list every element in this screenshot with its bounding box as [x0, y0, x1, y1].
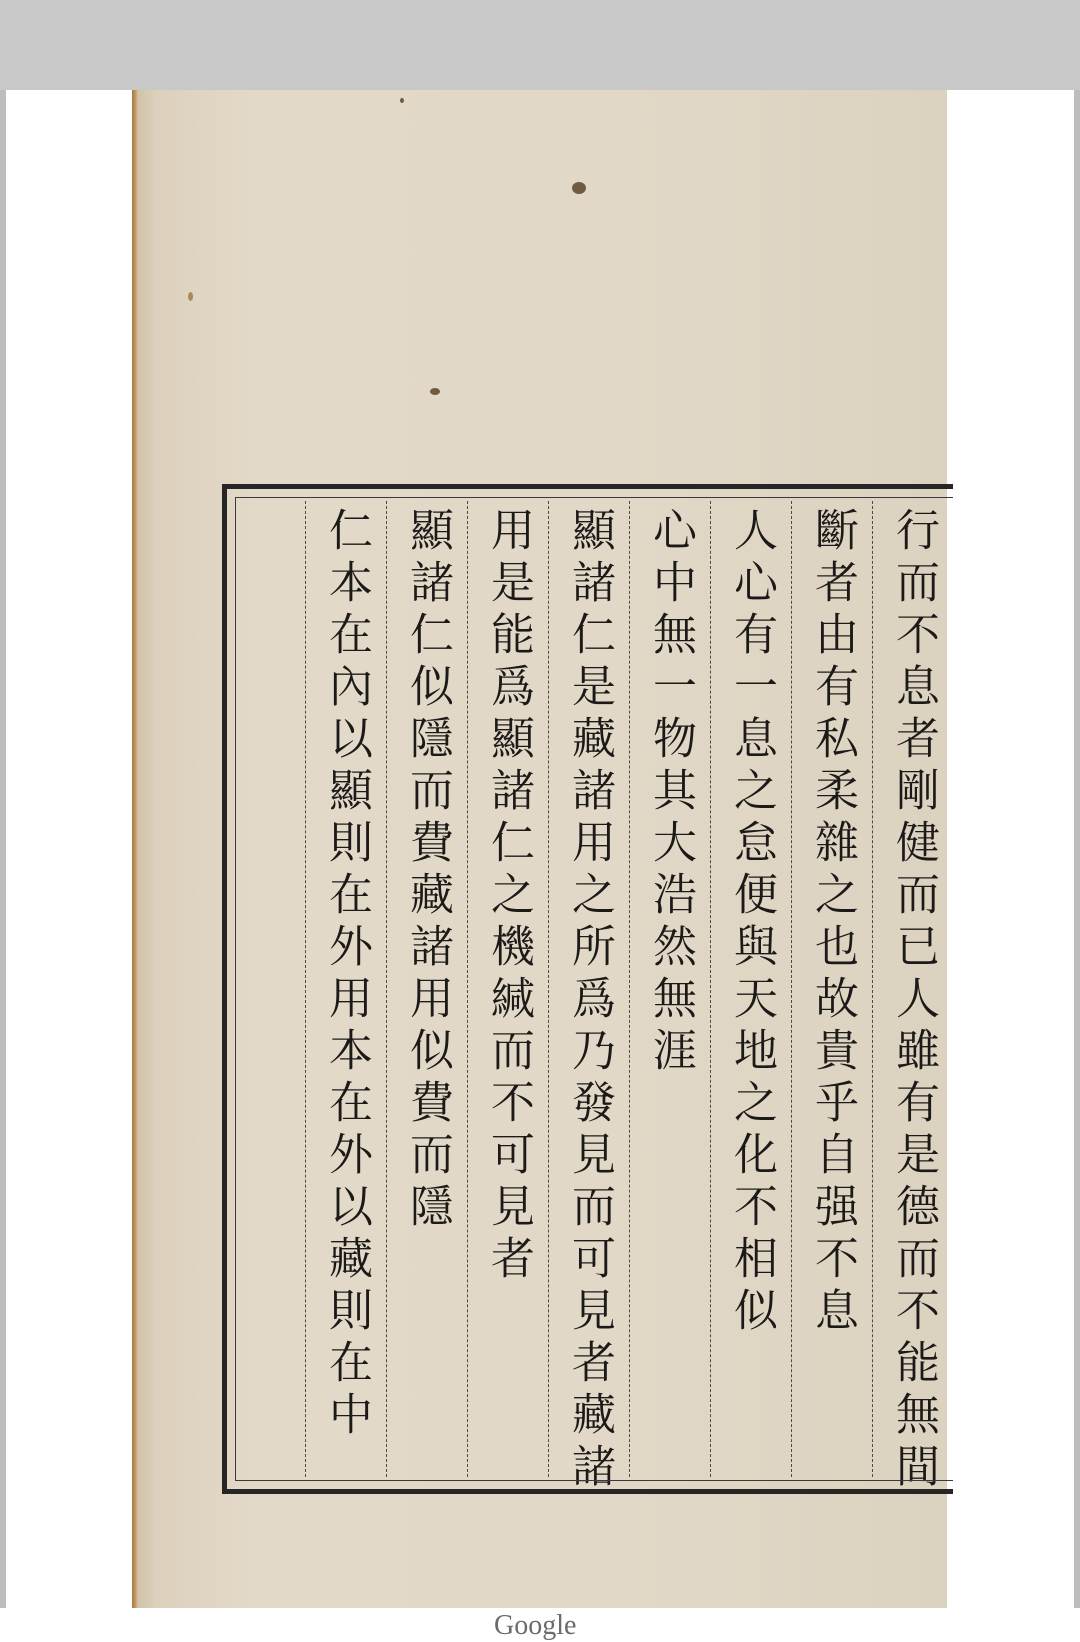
text-column [386, 501, 467, 1477]
paper-spot [572, 182, 586, 194]
viewer-frame-left [0, 90, 6, 1608]
column-text: 行而不息者剛健而已人雖有是德而不能無間 [888, 507, 939, 1495]
text-column [629, 501, 710, 1477]
text-column [791, 501, 872, 1477]
column-text: 人心有一息之怠便與天地之化不相似 [726, 507, 777, 1339]
paper-spot [400, 98, 404, 103]
column-text: 顯諸仁是藏諸用之所爲乃發見而可見者藏諸 [564, 507, 615, 1495]
text-column [467, 501, 548, 1477]
paper-spot [430, 388, 440, 395]
column-text: 仁本在內以顯則在外用本在外以藏則在中 [321, 507, 372, 1443]
page-binding-edge [132, 90, 138, 1608]
google-watermark: Google [494, 1610, 577, 1641]
column-text: 用是能爲顯諸仁之機緘而不可見者 [483, 507, 534, 1287]
printed-text-frame [222, 484, 953, 1494]
text-columns [235, 501, 953, 1495]
text-column [710, 501, 791, 1477]
text-column [305, 501, 386, 1477]
viewer-frame-right [1074, 90, 1080, 1608]
viewer-top-band [0, 0, 1080, 90]
column-text: 斷者由有私柔雜之也故貴乎自强不息 [807, 507, 858, 1339]
paper-spot [188, 292, 193, 301]
text-column [548, 501, 629, 1495]
column-text: 心中無一物其大浩然無涯 [645, 507, 696, 1079]
scanned-page [132, 90, 947, 1641]
column-text: 顯諸仁似隱而費藏諸用似費而隱 [402, 507, 453, 1235]
text-column [872, 501, 953, 1495]
